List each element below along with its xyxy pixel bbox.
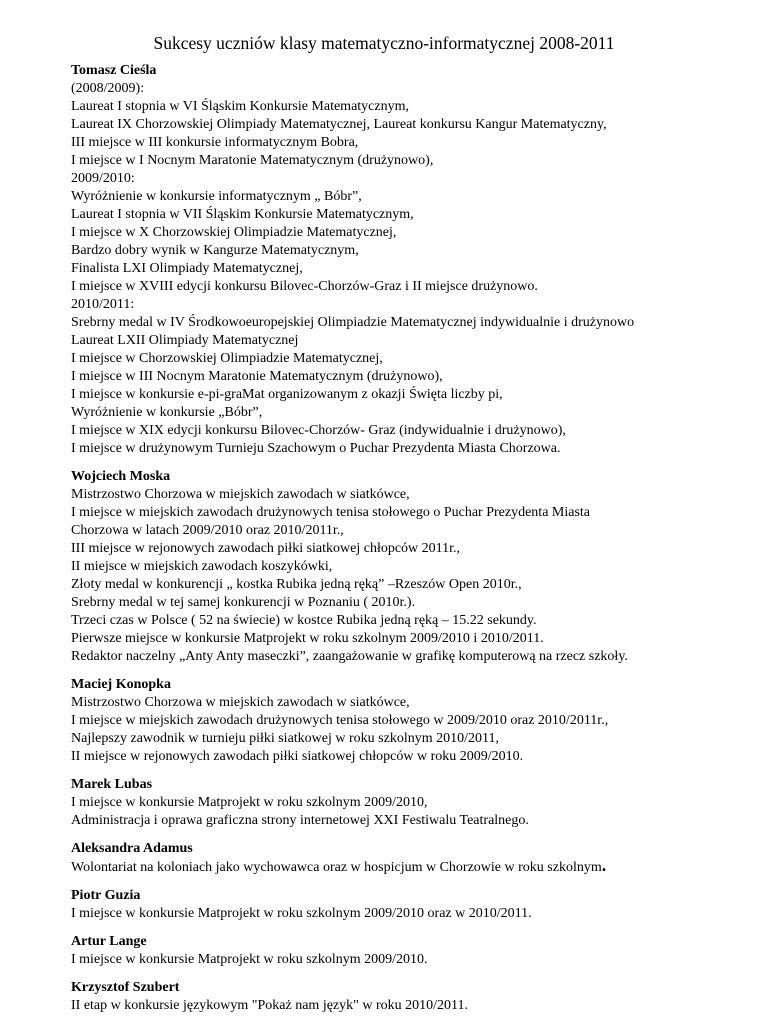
achievement-line: I miejsce w XIX edycji konkursu Bilovec-Chorzów- Graz (indywidualnie i drużynowo),	[71, 423, 566, 438]
achievement-line: Laureat I stopnia w VI Śląskim Konkursie Matematycznym,	[71, 99, 409, 114]
achievement-line: I miejsce w X Chorzowskiej Olimpiadzie Matematycznej,	[71, 225, 397, 240]
student-entry-maciej-konopka	[71, 676, 761, 766]
achievement-line: III miejsce w rejonowych zawodach piłki siatkowej chłopców 2011r.,	[71, 541, 461, 556]
student-name: Wojciech Moska	[71, 469, 171, 484]
achievement-line: Złoty medal w konkurencji „ kostka Rubika jedną ręką” –Rzeszów Open 2010r.,	[71, 577, 522, 592]
achievement-line: Administracja i oprawa graficzna strony internetowej XXI Festiwalu Teatralnego.	[71, 813, 529, 828]
achievement-line: Wyróżnienie w konkursie „Bóbr”,	[71, 405, 263, 420]
student-name: Maciej Konopka	[71, 677, 171, 692]
student-entry-wojciech-moska	[71, 468, 761, 666]
achievement-line: Pierwsze miejsce w konkursie Matprojekt w roku szkolnym 2009/2010 i 2010/2011.	[71, 631, 544, 646]
achievement-line: I miejsce w XVIII edycji konkursu Bilovec-Chorzów-Graz i II miejsce drużynowo.	[71, 279, 538, 294]
achievement-line: I miejsce w Chorzowskiej Olimpiadzie Matematycznej,	[71, 351, 383, 366]
achievement-line: 2009/2010:	[71, 171, 135, 186]
achievement-line: I miejsce w drużynowym Turnieju Szachowym o Puchar Prezydenta Miasta Chorzowa.	[71, 441, 561, 456]
achievement-line: Laureat IX Chorzowskiej Olimpiady Matematycznej, Laureat konkursu Kangur Matematyczny,	[71, 117, 607, 132]
achievement-line: Mistrzostwo Chorzowa w miejskich zawodach w siatkówce,	[71, 695, 410, 710]
achievement-line: I miejsce w III Nocnym Maratonie Matematycznym (drużynowo),	[71, 369, 443, 384]
achievement-line: Bardzo dobry wynik w Kangurze Matematycznym,	[71, 243, 359, 258]
student-entry-artur-lange	[71, 933, 761, 969]
student-list	[71, 62, 761, 1025]
achievement-line: Trzeci czas w Polsce ( 52 na świecie) w kostce Rubika jedną ręką – 15.22 sekundy.	[71, 613, 537, 628]
student-entry-marek-lubas	[71, 776, 761, 830]
achievement-line: III miejsce w III konkursie informatycznym Bobra,	[71, 135, 359, 150]
achievement-line: I miejsce w konkursie Matprojekt w roku szkolnym 2009/2010,	[71, 795, 428, 810]
student-entry-krzysztof-szubert	[71, 979, 761, 1015]
achievement-line: I miejsce w konkursie Matprojekt w roku szkolnym 2009/2010 oraz w 2010/2011.	[71, 906, 532, 921]
achievement-line: II miejsce w miejskich zawodach koszykówki,	[71, 559, 333, 574]
student-name: Tomasz Cieśla	[71, 63, 157, 78]
achievement-line: I miejsce w miejskich zawodach drużynowych tenisa stołowego o Puchar Prezydenta Miasta	[71, 505, 591, 520]
student-entry-aleksandra-adamus	[71, 840, 761, 877]
achievement-line: II etap w konkursie językowym "Pokaż nam język" w roku 2010/2011.	[71, 998, 468, 1013]
student-entry-piotr-guzia	[71, 887, 761, 923]
achievement-line: Redaktor naczelny „Anty Anty maseczki”, zaangażowanie w grafikę komputerową na rzecz szkoły.	[71, 649, 628, 664]
achievement-line: Srebrny medal w IV Środkowoeuropejskiej Olimpiadzie Matematycznej indywidualnie i drużynowo	[71, 315, 635, 330]
student-name: Krzysztof Szubert	[71, 980, 180, 995]
achievement-line: Mistrzostwo Chorzowa w miejskich zawodach w siatkówce,	[71, 487, 410, 502]
achievement-line: I miejsce w I Nocnym Maratonie Matematycznym (drużynowo),	[71, 153, 434, 168]
student-name: Aleksandra Adamus	[71, 841, 193, 856]
achievement-line: I miejsce w konkursie Matprojekt w roku szkolnym 2009/2010.	[71, 952, 428, 967]
trailing-period: .	[601, 855, 607, 875]
achievement-text: Wolontariat na koloniach jako wychowawca oraz w hospicjum w Chorzowie w roku szkolnym	[71, 860, 602, 875]
achievement-line: I miejsce w miejskich zawodach drużynowych tenisa stołowego w 2009/2010 oraz 2010/2011r.,	[71, 713, 609, 728]
achievement-line: Srebrny medal w tej samej konkurencji w Poznaniu ( 2010r.).	[71, 595, 416, 610]
student-name: Artur Lange	[71, 934, 147, 949]
achievement-line: Finalista LXI Olimpiady Matematycznej,	[71, 261, 303, 276]
student-name: Piotr Guzia	[71, 888, 141, 903]
achievement-line: (2008/2009):	[71, 81, 145, 96]
achievement-line: Laureat I stopnia w VII Śląskim Konkursie Matematycznym,	[71, 207, 414, 222]
achievement-line: Chorzowa w latach 2009/2010 oraz 2010/2011r.,	[71, 523, 344, 538]
achievement-line: II miejsce w rejonowych zawodach piłki siatkowej chłopców w roku 2009/2010.	[71, 749, 524, 764]
student-entry-tomasz-ciesla	[71, 62, 761, 458]
achievement-line	[71, 855, 761, 877]
achievement-line: Najlepszy zawodnik w turnieju piłki siatkowej w roku szkolnym 2010/2011,	[71, 731, 499, 746]
student-name: Marek Lubas	[71, 777, 153, 792]
achievement-line: I miejsce w konkursie e-pi-graMat organizowanym z okazji Święta liczby pi,	[71, 387, 503, 402]
achievement-line: 2010/2011:	[71, 297, 135, 312]
achievement-line: Laureat LXII Olimpiady Matematycznej	[71, 333, 299, 348]
document-title: Sukcesy uczniów klasy matematyczno-informatycznej 2008-2011	[153, 33, 615, 53]
achievement-line: Wyróżnienie w konkursie informatycznym „ Bóbr”,	[71, 189, 362, 204]
